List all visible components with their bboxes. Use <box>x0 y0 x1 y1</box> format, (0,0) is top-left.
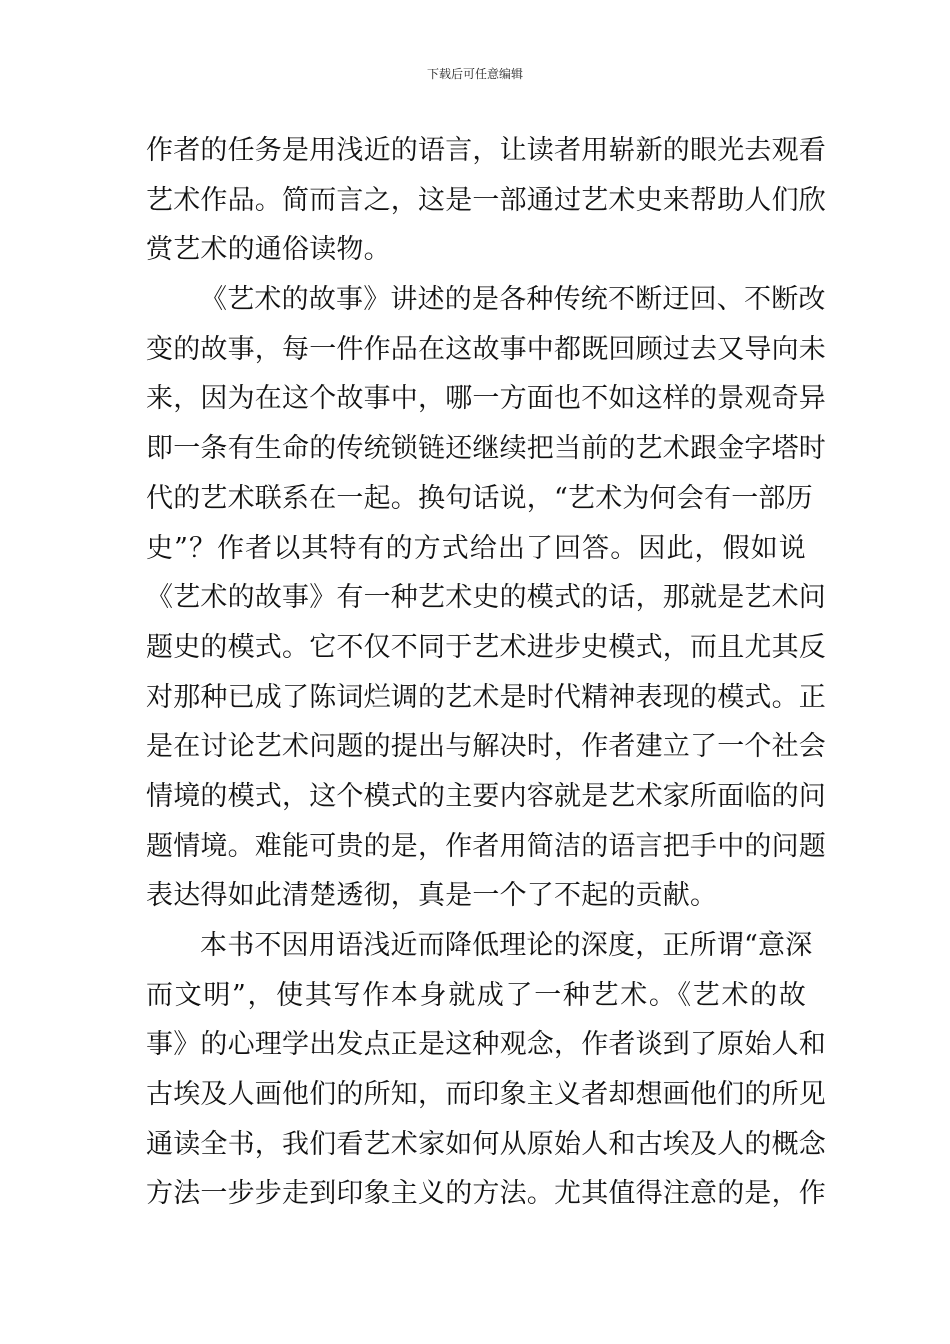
text-line: 来，因为在这个故事中，哪一方面也不如这样的景观奇异 <box>146 383 826 415</box>
text-line: 对那种已成了陈词烂调的艺术是时代精神表现的模式。正 <box>146 681 826 713</box>
page-header: 下载后可任意编辑 <box>426 67 523 81</box>
text-line: 变的故事，每一件作品在这故事中都既回顾过去又导向未 <box>146 333 826 365</box>
text-line: 题史的模式。它不仅不同于艺术进步史模式，而且尤其反 <box>146 631 826 663</box>
text-line: 代的艺术联系在一起。换句话说，“艺术为何会有一部历 <box>146 482 813 514</box>
text-line: 本书不因用语浅近而降低理论的深度，正所谓“意深 <box>200 930 813 961</box>
text-line: 通读全书，我们看艺术家如何从原始人和古埃及人的概念 <box>146 1128 826 1160</box>
text-line: 《艺术的故事》有一种艺术史的模式的话，那就是艺术问 <box>146 582 826 614</box>
text-line: 而文明”，使其写作本身就成了一种艺术。《艺术的故 <box>146 979 806 1011</box>
text-line: 即一条有生命的传统锁链还继续把当前的艺术跟金字塔时 <box>146 433 826 465</box>
text-line: 《艺术的故事》讲述的是各种传统不断迂回、不断改 <box>200 284 826 316</box>
text-line: 题情境。难能可贵的是，作者用简洁的语言把手中的问题 <box>146 830 826 862</box>
text-line: 情境的模式，这个模式的主要内容就是艺术家所面临的问 <box>146 780 826 812</box>
text-line: 史”？作者以其特有的方式给出了回答。因此，假如说 <box>146 532 806 564</box>
text-line: 赏艺术的通俗读物。 <box>146 234 391 266</box>
text-line: 古埃及人画他们的所知，而印象主义者却想画他们的所见 <box>146 1079 826 1111</box>
text-line: 作者的任务是用浅近的语言，让读者用崭新的眼光去观看 <box>146 135 826 166</box>
text-line: 方法一步步走到印象主义的方法。尤其值得注意的是，作 <box>146 1178 826 1210</box>
text-line: 是在讨论艺术问题的提出与解决时，作者建立了一个社会 <box>146 731 826 763</box>
text-line: 艺术作品。简而言之，这是一部通过艺术史来帮助人们欣 <box>146 184 826 216</box>
text-line: 事》的心理学出发点正是这种观念，作者谈到了原始人和 <box>146 1029 826 1061</box>
text-line: 表达得如此清楚透彻，真是一个了不起的贡献。 <box>146 880 718 912</box>
document-body <box>146 126 826 1219</box>
